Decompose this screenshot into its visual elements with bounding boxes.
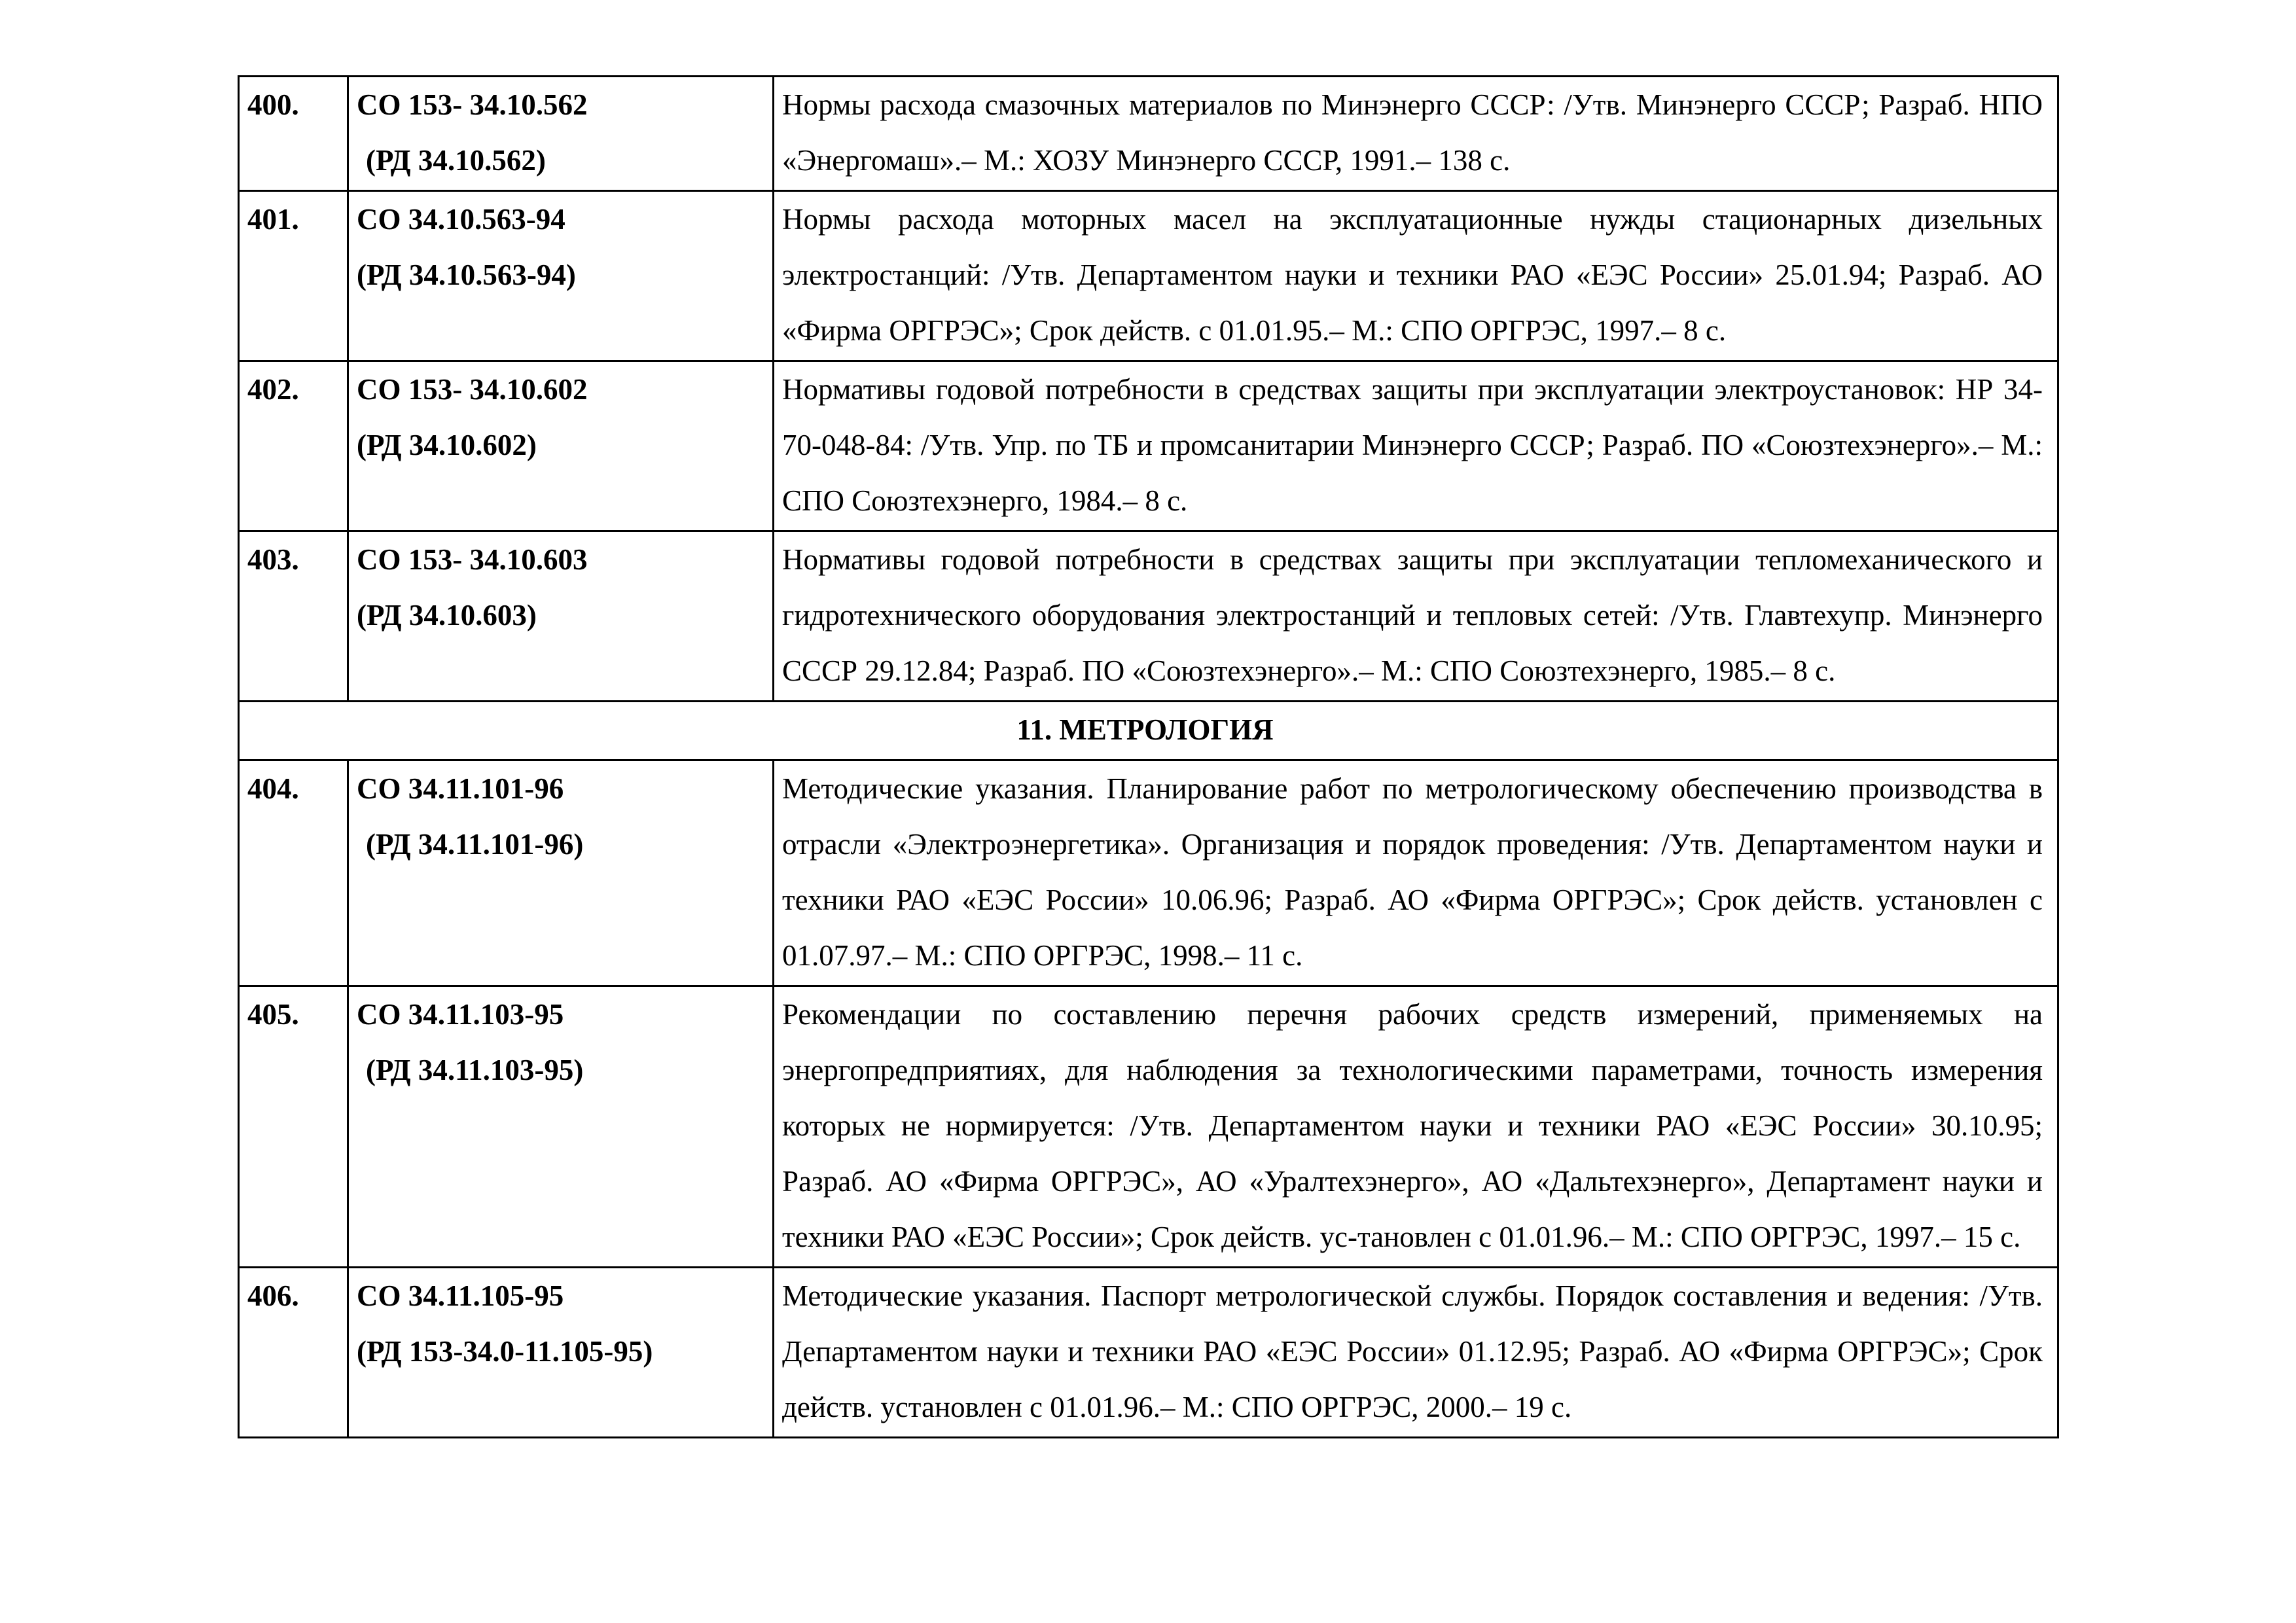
document-code: СО 153- 34.10.602: [357, 373, 588, 406]
document-code: СО 153- 34.10.603: [357, 543, 588, 576]
document-description: Нормы расхода моторных масел на эксплуатационные нужды стационарных дизельных электростанций: /Утв. Департаментом науки и техники РАО «ЕЭС России» 25.01.94; Разраб. АО «Фирма ОРГРЭС»; Срок действ. с 01.01.95.– М.: СПО ОРГРЭС, 1997.– 8 с.: [774, 191, 2058, 361]
document-code: СО 153- 34.10.562: [357, 88, 588, 121]
table-row: [239, 531, 2058, 702]
document-code: СО 34.11.103-95: [357, 998, 564, 1031]
table-row: [239, 986, 2058, 1268]
document-code-cell: [348, 986, 774, 1268]
row-number: 404.: [239, 760, 348, 986]
document-alt-code: (РД 34.11.103-95): [366, 1054, 584, 1086]
table-row: [239, 77, 2058, 191]
document-description: Нормативы годовой потребности в средствах защиты при эксплуатации тепломеханического и гидротехнического оборудования электростанций и тепловых сетей: /Утв. Главтехупр. Минэнерго СССР 29.12.84; Разраб. ПО «Союзтехэнерго».– М.: СПО Союзтехэнерго, 1985.– 8 с.: [774, 531, 2058, 702]
document-code-cell: [348, 1268, 774, 1438]
document-code: СО 34.11.105-95: [357, 1279, 564, 1312]
document-code: СО 34.10.563-94: [357, 203, 565, 236]
document-description: Методические указания. Паспорт метрологической службы. Порядок составления и ведения: /Утв. Департаментом науки и техники РАО «ЕЭС России» 01.12.95; Разраб. АО «Фирма ОРГРЭС»; Срок действ. установлен с 01.01.96.– М.: СПО ОРГРЭС, 2000.– 19 с.: [774, 1268, 2058, 1438]
document-code-cell: [348, 191, 774, 361]
document-code-cell: [348, 77, 774, 191]
document-alt-code: (РД 34.10.563-94): [357, 259, 576, 291]
row-number: 402.: [239, 361, 348, 531]
table-row: [239, 760, 2058, 986]
document-code-cell: [348, 760, 774, 986]
document-description: Нормы расхода смазочных материалов по Минэнерго СССР: /Утв. Минэнерго СССР; Разраб. НПО «Энергомаш».– М.: ХОЗУ Минэнерго СССР, 1991.– 138 с.: [774, 77, 2058, 191]
row-number: 400.: [239, 77, 348, 191]
row-number: 401.: [239, 191, 348, 361]
row-number: 403.: [239, 531, 348, 702]
document-description: Методические указания. Планирование работ по метрологическому обеспечению производства в отрасли «Электроэнергетика». Организация и порядок проведения: /Утв. Департаментом науки и техники РАО «ЕЭС России» 10.06.96; Разраб. АО «Фирма ОРГРЭС»; Срок действ. установлен с 01.07.97.– М.: СПО ОРГРЭС, 1998.– 11 с.: [774, 760, 2058, 986]
standards-table: [238, 75, 2059, 1438]
section-title: 11. МЕТРОЛОГИЯ: [239, 702, 2058, 760]
document-alt-code: (РД 34.10.562): [366, 144, 546, 177]
table-row: [239, 191, 2058, 361]
section-row: [239, 702, 2058, 760]
document-code: СО 34.11.101-96: [357, 772, 564, 805]
table-row: [239, 1268, 2058, 1438]
row-number: 406.: [239, 1268, 348, 1438]
table-row: [239, 361, 2058, 531]
document-code-cell: [348, 361, 774, 531]
document-description: Рекомендации по составлению перечня рабочих средств измерений, применяемых на энергопредприятиях, для наблюдения за технологическими параметрами, точность измерения которых не нормируется: /Утв. Департаментом науки и техники РАО «ЕЭС России» 30.10.95; Разраб. АО «Фирма ОРГРЭС», АО «Уралтехэнерго», АО «Дальтехэнерго», Департамент науки и техники РАО «ЕЭС России»; Срок действ. ус-тановлен с 01.01.96.– М.: СПО ОРГРЭС, 1997.– 15 с.: [774, 986, 2058, 1268]
row-number: 405.: [239, 986, 348, 1268]
document-description: Нормативы годовой потребности в средствах защиты при эксплуатации электроустановок: НР 34-70-048-84: /Утв. Упр. по ТБ и промсанитарии Минэнерго СССР; Разраб. ПО «Союзтехэнерго».– М.: СПО Союзтехэнерго, 1984.– 8 с.: [774, 361, 2058, 531]
document-alt-code: (РД 34.10.602): [357, 429, 537, 461]
document-code-cell: [348, 531, 774, 702]
document-alt-code: (РД 34.10.603): [357, 599, 537, 632]
document-alt-code: (РД 34.11.101-96): [366, 828, 584, 861]
document-alt-code: (РД 153-34.0-11.105-95): [357, 1335, 653, 1368]
